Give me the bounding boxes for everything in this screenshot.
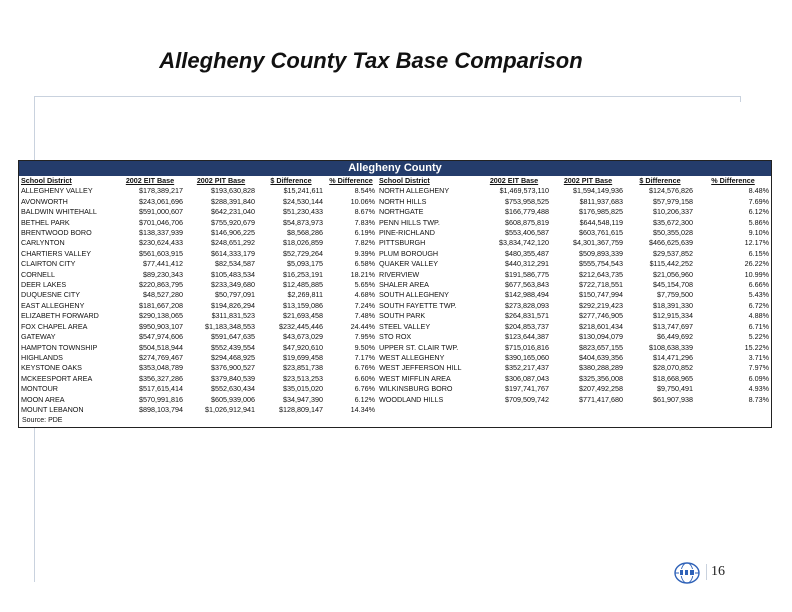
value-cell: $555,754,543 xyxy=(579,259,623,269)
value-cell: $130,094,079 xyxy=(579,332,623,342)
value-cell: $115,442,252 xyxy=(649,259,693,269)
table-row xyxy=(19,207,771,217)
value-cell xyxy=(551,405,625,415)
value-cell: $292,219,423 xyxy=(579,300,623,310)
value-cell: 6.19% xyxy=(354,228,375,238)
table-row xyxy=(19,384,771,394)
value-cell: $356,327,286 xyxy=(139,373,183,383)
value-cell: $207,492,258 xyxy=(579,384,623,394)
value-cell: 4.93% xyxy=(748,384,769,394)
district-name-cell: CHARTIERS VALLEY xyxy=(21,248,92,258)
value-cell xyxy=(695,405,771,415)
value-cell: 5.65% xyxy=(354,280,375,290)
value-cell: $509,893,339 xyxy=(579,248,623,258)
page-number: 16 xyxy=(706,564,725,580)
district-name-cell: FOX CHAPEL AREA xyxy=(21,321,88,331)
value-cell: $19,699,458 xyxy=(283,352,323,362)
value-cell: $5,093,175 xyxy=(287,259,323,269)
column-header: $ Difference xyxy=(639,176,681,185)
table-row xyxy=(19,301,771,311)
value-cell: 5.86% xyxy=(748,217,769,227)
value-cell: $204,853,737 xyxy=(505,321,549,331)
value-cell: $12,915,334 xyxy=(653,311,693,321)
value-cell: $232,445,446 xyxy=(279,321,323,331)
value-cell: $248,651,292 xyxy=(211,238,255,248)
district-name-cell: MONTOUR xyxy=(21,384,59,394)
value-cell: $264,831,571 xyxy=(505,311,549,321)
value-cell: $178,389,217 xyxy=(139,186,183,196)
header-row xyxy=(19,176,771,186)
value-cell: $642,231,040 xyxy=(211,207,255,217)
value-cell: $13,747,697 xyxy=(653,321,693,331)
value-cell: $142,988,494 xyxy=(505,290,549,300)
value-cell: $54,873,973 xyxy=(283,217,323,227)
value-cell: 5.43% xyxy=(748,290,769,300)
district-name-cell: RIVERVIEW xyxy=(379,269,420,279)
district-name-cell: PENN HILLS TWP. xyxy=(379,217,440,227)
value-cell: $547,974,606 xyxy=(139,332,183,342)
value-cell: $18,391,330 xyxy=(653,300,693,310)
value-cell: 6.72% xyxy=(748,300,769,310)
district-name-cell: GATEWAY xyxy=(21,332,56,342)
value-cell: $504,518,944 xyxy=(139,342,183,352)
table-row xyxy=(19,363,771,373)
value-cell: $220,863,795 xyxy=(139,280,183,290)
table-row xyxy=(19,197,771,207)
value-cell: $1,594,149,936 xyxy=(573,186,623,196)
value-cell: $35,672,300 xyxy=(653,217,693,227)
value-cell: $614,333,179 xyxy=(211,248,255,258)
value-cell: 6.60% xyxy=(354,373,375,383)
column-header: 2002 EIT Base xyxy=(489,176,539,185)
district-name-cell: PLUM BOROUGH xyxy=(379,248,439,258)
district-name-cell: NORTH ALLEGHENY xyxy=(379,186,450,196)
value-cell: 7.17% xyxy=(354,352,375,362)
value-cell: $517,615,414 xyxy=(139,384,183,394)
value-cell: $50,797,091 xyxy=(215,290,255,300)
value-cell: $21,693,458 xyxy=(283,311,323,321)
value-cell: 12.17% xyxy=(744,238,769,248)
table-row xyxy=(19,228,771,238)
value-cell: $23,851,738 xyxy=(283,363,323,373)
pdf-logo-icon xyxy=(672,561,702,585)
value-cell: $311,831,523 xyxy=(211,311,255,321)
value-cell: $243,061,696 xyxy=(139,196,183,206)
value-cell: 7.82% xyxy=(354,238,375,248)
value-cell: $823,657,155 xyxy=(579,342,623,352)
value-cell: $146,906,225 xyxy=(211,228,255,238)
value-cell: $212,643,735 xyxy=(579,269,623,279)
district-name-cell: WILKINSBURG BORO xyxy=(379,384,453,394)
value-cell: $138,337,939 xyxy=(139,228,183,238)
value-cell: $950,903,107 xyxy=(139,321,183,331)
district-name-cell: SOUTH ALLEGHENY xyxy=(379,290,449,300)
value-cell: $288,391,840 xyxy=(211,196,255,206)
value-cell: 7.97% xyxy=(748,363,769,373)
value-cell: $753,958,525 xyxy=(505,196,549,206)
value-cell: $480,355,487 xyxy=(505,248,549,258)
value-cell: 9.50% xyxy=(354,342,375,352)
value-cell: $570,991,816 xyxy=(139,394,183,404)
value-cell: 6.12% xyxy=(748,207,769,217)
table-row xyxy=(19,290,771,300)
value-cell: $811,937,683 xyxy=(579,196,623,206)
district-name-cell: SOUTH PARK xyxy=(379,311,426,321)
value-cell: $379,840,539 xyxy=(211,373,255,383)
value-cell: $176,985,825 xyxy=(579,207,623,217)
value-cell: 8.48% xyxy=(748,186,769,196)
value-cell: $47,920,610 xyxy=(283,342,323,352)
value-cell: $552,439,554 xyxy=(211,342,255,352)
value-cell: $552,630,434 xyxy=(211,384,255,394)
value-cell: 4.68% xyxy=(354,290,375,300)
value-cell: $23,513,253 xyxy=(283,373,323,383)
value-cell: 9.10% xyxy=(748,228,769,238)
value-cell: $561,603,915 xyxy=(139,248,183,258)
value-cell: $13,159,086 xyxy=(283,300,323,310)
value-cell: $274,769,467 xyxy=(139,352,183,362)
district-name-cell: ELIZABETH FORWARD xyxy=(21,311,99,321)
value-cell: $191,586,775 xyxy=(505,269,549,279)
value-cell: 7.48% xyxy=(354,311,375,321)
value-cell: $194,826,294 xyxy=(211,300,255,310)
value-cell: $306,087,043 xyxy=(505,373,549,383)
value-cell: $390,165,060 xyxy=(505,352,549,362)
value-cell: $123,644,387 xyxy=(505,332,549,342)
frame-right-tick xyxy=(740,96,741,102)
value-cell: $709,509,742 xyxy=(505,394,549,404)
value-cell: $43,673,029 xyxy=(283,332,323,342)
value-cell: 26.22% xyxy=(744,259,769,269)
value-cell: $755,920,679 xyxy=(211,217,255,227)
table-row xyxy=(19,311,771,321)
district-name-cell xyxy=(377,405,477,415)
table-row xyxy=(19,322,771,332)
value-cell: $466,625,639 xyxy=(649,238,693,248)
value-cell: $124,576,826 xyxy=(649,186,693,196)
table-row xyxy=(19,353,771,363)
value-cell: $603,761,615 xyxy=(579,228,623,238)
table-row xyxy=(19,249,771,259)
value-cell: $34,947,390 xyxy=(283,394,323,404)
value-cell: $722,718,551 xyxy=(579,280,623,290)
district-name-cell: ALLEGHENY VALLEY xyxy=(21,186,93,196)
table-row xyxy=(19,270,771,280)
value-cell: $128,809,147 xyxy=(279,404,323,414)
value-cell: $771,417,680 xyxy=(579,394,623,404)
source-note: Source: PDE xyxy=(22,417,63,425)
district-name-cell: NORTHGATE xyxy=(379,207,424,217)
value-cell: 10.06% xyxy=(350,196,375,206)
district-name-cell: NORTH HILLS xyxy=(379,196,427,206)
value-cell: $677,563,843 xyxy=(505,280,549,290)
table-row xyxy=(19,332,771,342)
column-header: 2002 EIT Base xyxy=(125,176,175,185)
district-name-cell: MOON AREA xyxy=(21,394,65,404)
value-cell: $273,828,093 xyxy=(505,300,549,310)
value-cell: $48,527,280 xyxy=(143,290,183,300)
value-cell: 15.22% xyxy=(744,342,769,352)
district-name-cell: WOODLAND HILLS xyxy=(379,394,444,404)
value-cell: 6.71% xyxy=(748,321,769,331)
value-cell: $353,048,789 xyxy=(139,363,183,373)
value-cell: 14.34% xyxy=(350,404,375,414)
table-row xyxy=(19,374,771,384)
value-cell: $21,056,960 xyxy=(653,269,693,279)
district-name-cell: PINE-RICHLAND xyxy=(379,228,435,238)
district-name-cell: DUQUESNE CITY xyxy=(21,290,81,300)
value-cell: $325,356,008 xyxy=(579,373,623,383)
table-body xyxy=(19,186,771,415)
column-header: 2002 PIT Base xyxy=(563,176,613,185)
column-header: School District xyxy=(21,176,72,185)
value-cell: $233,349,680 xyxy=(211,280,255,290)
district-name-cell: KEYSTONE OAKS xyxy=(21,363,82,373)
value-cell: $29,537,852 xyxy=(653,248,693,258)
value-cell: $290,138,065 xyxy=(139,311,183,321)
column-header: 2002 PIT Base xyxy=(196,176,246,185)
value-cell: $24,530,144 xyxy=(283,196,323,206)
value-cell: $16,253,191 xyxy=(283,269,323,279)
district-name-cell: CLAIRTON CITY xyxy=(21,259,76,269)
frame-top-rule xyxy=(34,96,740,97)
column-header: School District xyxy=(379,176,430,185)
column-header: $ Difference xyxy=(270,176,312,185)
table-row xyxy=(19,395,771,405)
value-cell: 6.76% xyxy=(354,363,375,373)
value-cell: $591,647,635 xyxy=(211,332,255,342)
value-cell: 6.66% xyxy=(748,280,769,290)
value-cell: $12,485,885 xyxy=(283,280,323,290)
value-cell: $3,834,742,120 xyxy=(499,238,549,248)
value-cell: 8.54% xyxy=(354,186,375,196)
district-name-cell: HIGHLANDS xyxy=(21,352,63,362)
value-cell: $9,750,491 xyxy=(657,384,693,394)
value-cell: $404,639,356 xyxy=(579,352,623,362)
value-cell: $14,471,296 xyxy=(653,352,693,362)
district-name-cell: WEST MIFFLIN AREA xyxy=(379,373,451,383)
value-cell: $230,624,433 xyxy=(139,238,183,248)
district-name-cell: AVONWORTH xyxy=(21,196,68,206)
comparison-table xyxy=(19,176,771,415)
value-cell: $35,015,020 xyxy=(283,384,323,394)
value-cell: $1,183,348,553 xyxy=(205,321,255,331)
value-cell: $605,939,006 xyxy=(211,394,255,404)
value-cell: $553,406,587 xyxy=(505,228,549,238)
value-cell: $193,630,828 xyxy=(211,186,255,196)
slide-title: Allegheny County Tax Base Comparison xyxy=(159,48,583,73)
value-cell: $181,667,208 xyxy=(139,300,183,310)
value-cell: 18.21% xyxy=(350,269,375,279)
value-cell: $166,779,488 xyxy=(505,207,549,217)
value-cell xyxy=(477,405,551,415)
value-cell: 7.69% xyxy=(748,196,769,206)
value-cell: $352,217,437 xyxy=(505,363,549,373)
district-name-cell: WEST ALLEGHENY xyxy=(379,352,445,362)
table-row xyxy=(19,343,771,353)
value-cell: $89,230,343 xyxy=(143,269,183,279)
value-cell: $15,241,611 xyxy=(283,186,323,196)
value-cell: $380,288,289 xyxy=(579,363,623,373)
value-cell: $1,026,912,941 xyxy=(205,404,255,414)
tax-base-table xyxy=(18,160,772,428)
district-name-cell: BRENTWOOD BORO xyxy=(21,228,92,238)
district-name-cell: STO ROX xyxy=(379,332,412,342)
value-cell: $277,746,905 xyxy=(579,311,623,321)
district-name-cell: HAMPTON TOWNSHIP xyxy=(21,342,98,352)
district-name-cell: CARLYNTON xyxy=(21,238,65,248)
value-cell: 4.88% xyxy=(748,311,769,321)
value-cell: 6.76% xyxy=(354,384,375,394)
table-row xyxy=(19,259,771,269)
value-cell: 6.12% xyxy=(354,394,375,404)
value-cell: $218,601,434 xyxy=(579,321,623,331)
table-row xyxy=(19,186,771,196)
value-cell: $45,154,708 xyxy=(653,280,693,290)
table-row xyxy=(19,238,771,248)
value-cell: $4,301,367,759 xyxy=(573,238,623,248)
value-cell: $644,548,119 xyxy=(579,217,623,227)
value-cell: 3.71% xyxy=(748,352,769,362)
value-cell: $715,016,816 xyxy=(505,342,549,352)
value-cell xyxy=(625,405,695,415)
value-cell: $50,355,028 xyxy=(653,228,693,238)
district-name-cell: EAST ALLEGHENY xyxy=(21,300,85,310)
value-cell: 6.58% xyxy=(354,259,375,269)
value-cell: $150,747,994 xyxy=(579,290,623,300)
value-cell: $6,449,692 xyxy=(657,332,693,342)
value-cell: $52,729,264 xyxy=(283,248,323,258)
table-row xyxy=(19,280,771,290)
value-cell: $440,312,291 xyxy=(505,259,549,269)
value-cell: 8.67% xyxy=(354,207,375,217)
value-cell: $18,668,965 xyxy=(653,373,693,383)
district-name-cell: UPPER ST. CLAIR TWP. xyxy=(379,342,459,352)
district-name-cell: WEST JEFFERSON HILL xyxy=(379,363,462,373)
value-cell: $591,000,607 xyxy=(139,207,183,217)
value-cell: 10.99% xyxy=(744,269,769,279)
value-cell: $376,900,527 xyxy=(211,363,255,373)
value-cell: 7.83% xyxy=(354,217,375,227)
value-cell: 24.44% xyxy=(350,321,375,331)
value-cell: $701,046,706 xyxy=(139,217,183,227)
district-name-cell: STEEL VALLEY xyxy=(379,321,431,331)
value-cell: 8.73% xyxy=(748,394,769,404)
value-cell: $18,026,859 xyxy=(283,238,323,248)
value-cell: $294,468,925 xyxy=(211,352,255,362)
table-row xyxy=(19,218,771,228)
value-cell: 6.09% xyxy=(748,373,769,383)
value-cell: $57,979,158 xyxy=(653,196,693,206)
value-cell: $1,469,573,110 xyxy=(499,186,549,196)
value-cell: $2,269,811 xyxy=(287,290,323,300)
value-cell: 7.24% xyxy=(354,300,375,310)
district-name-cell: MOUNT LEBANON xyxy=(21,404,84,414)
value-cell: $61,907,938 xyxy=(653,394,693,404)
column-header: % Difference xyxy=(329,176,373,185)
value-cell: $197,741,767 xyxy=(505,384,549,394)
value-cell: $898,103,794 xyxy=(139,404,183,414)
table-row xyxy=(19,405,771,415)
value-cell: $82,534,587 xyxy=(215,259,255,269)
district-name-cell: SHALER AREA xyxy=(379,280,429,290)
column-header: % Difference xyxy=(711,176,755,185)
value-cell: $8,568,286 xyxy=(287,228,323,238)
value-cell: $7,759,500 xyxy=(657,290,693,300)
value-cell: $108,638,339 xyxy=(649,342,693,352)
district-name-cell: SOUTH FAYETTE TWP. xyxy=(379,300,457,310)
value-cell: 9.39% xyxy=(354,248,375,258)
value-cell: $51,230,433 xyxy=(283,207,323,217)
district-name-cell: MCKEESPORT AREA xyxy=(21,373,93,383)
district-name-cell: DEER LAKES xyxy=(21,280,67,290)
table-banner: Allegheny County xyxy=(19,161,771,176)
district-name-cell: QUAKER VALLEY xyxy=(379,259,438,269)
value-cell: 6.15% xyxy=(748,248,769,258)
value-cell: $10,206,337 xyxy=(653,207,693,217)
district-name-cell: PITTSBURGH xyxy=(379,238,426,248)
district-name-cell: BALDWIN WHITEHALL xyxy=(21,207,97,217)
value-cell: $608,875,819 xyxy=(505,217,549,227)
value-cell: $28,070,852 xyxy=(653,363,693,373)
value-cell: $105,483,534 xyxy=(211,269,255,279)
district-name-cell: CORNELL xyxy=(21,269,55,279)
district-name-cell: BETHEL PARK xyxy=(21,217,70,227)
value-cell: 7.95% xyxy=(354,332,375,342)
value-cell: $77,441,412 xyxy=(143,259,183,269)
value-cell: 5.22% xyxy=(748,332,769,342)
